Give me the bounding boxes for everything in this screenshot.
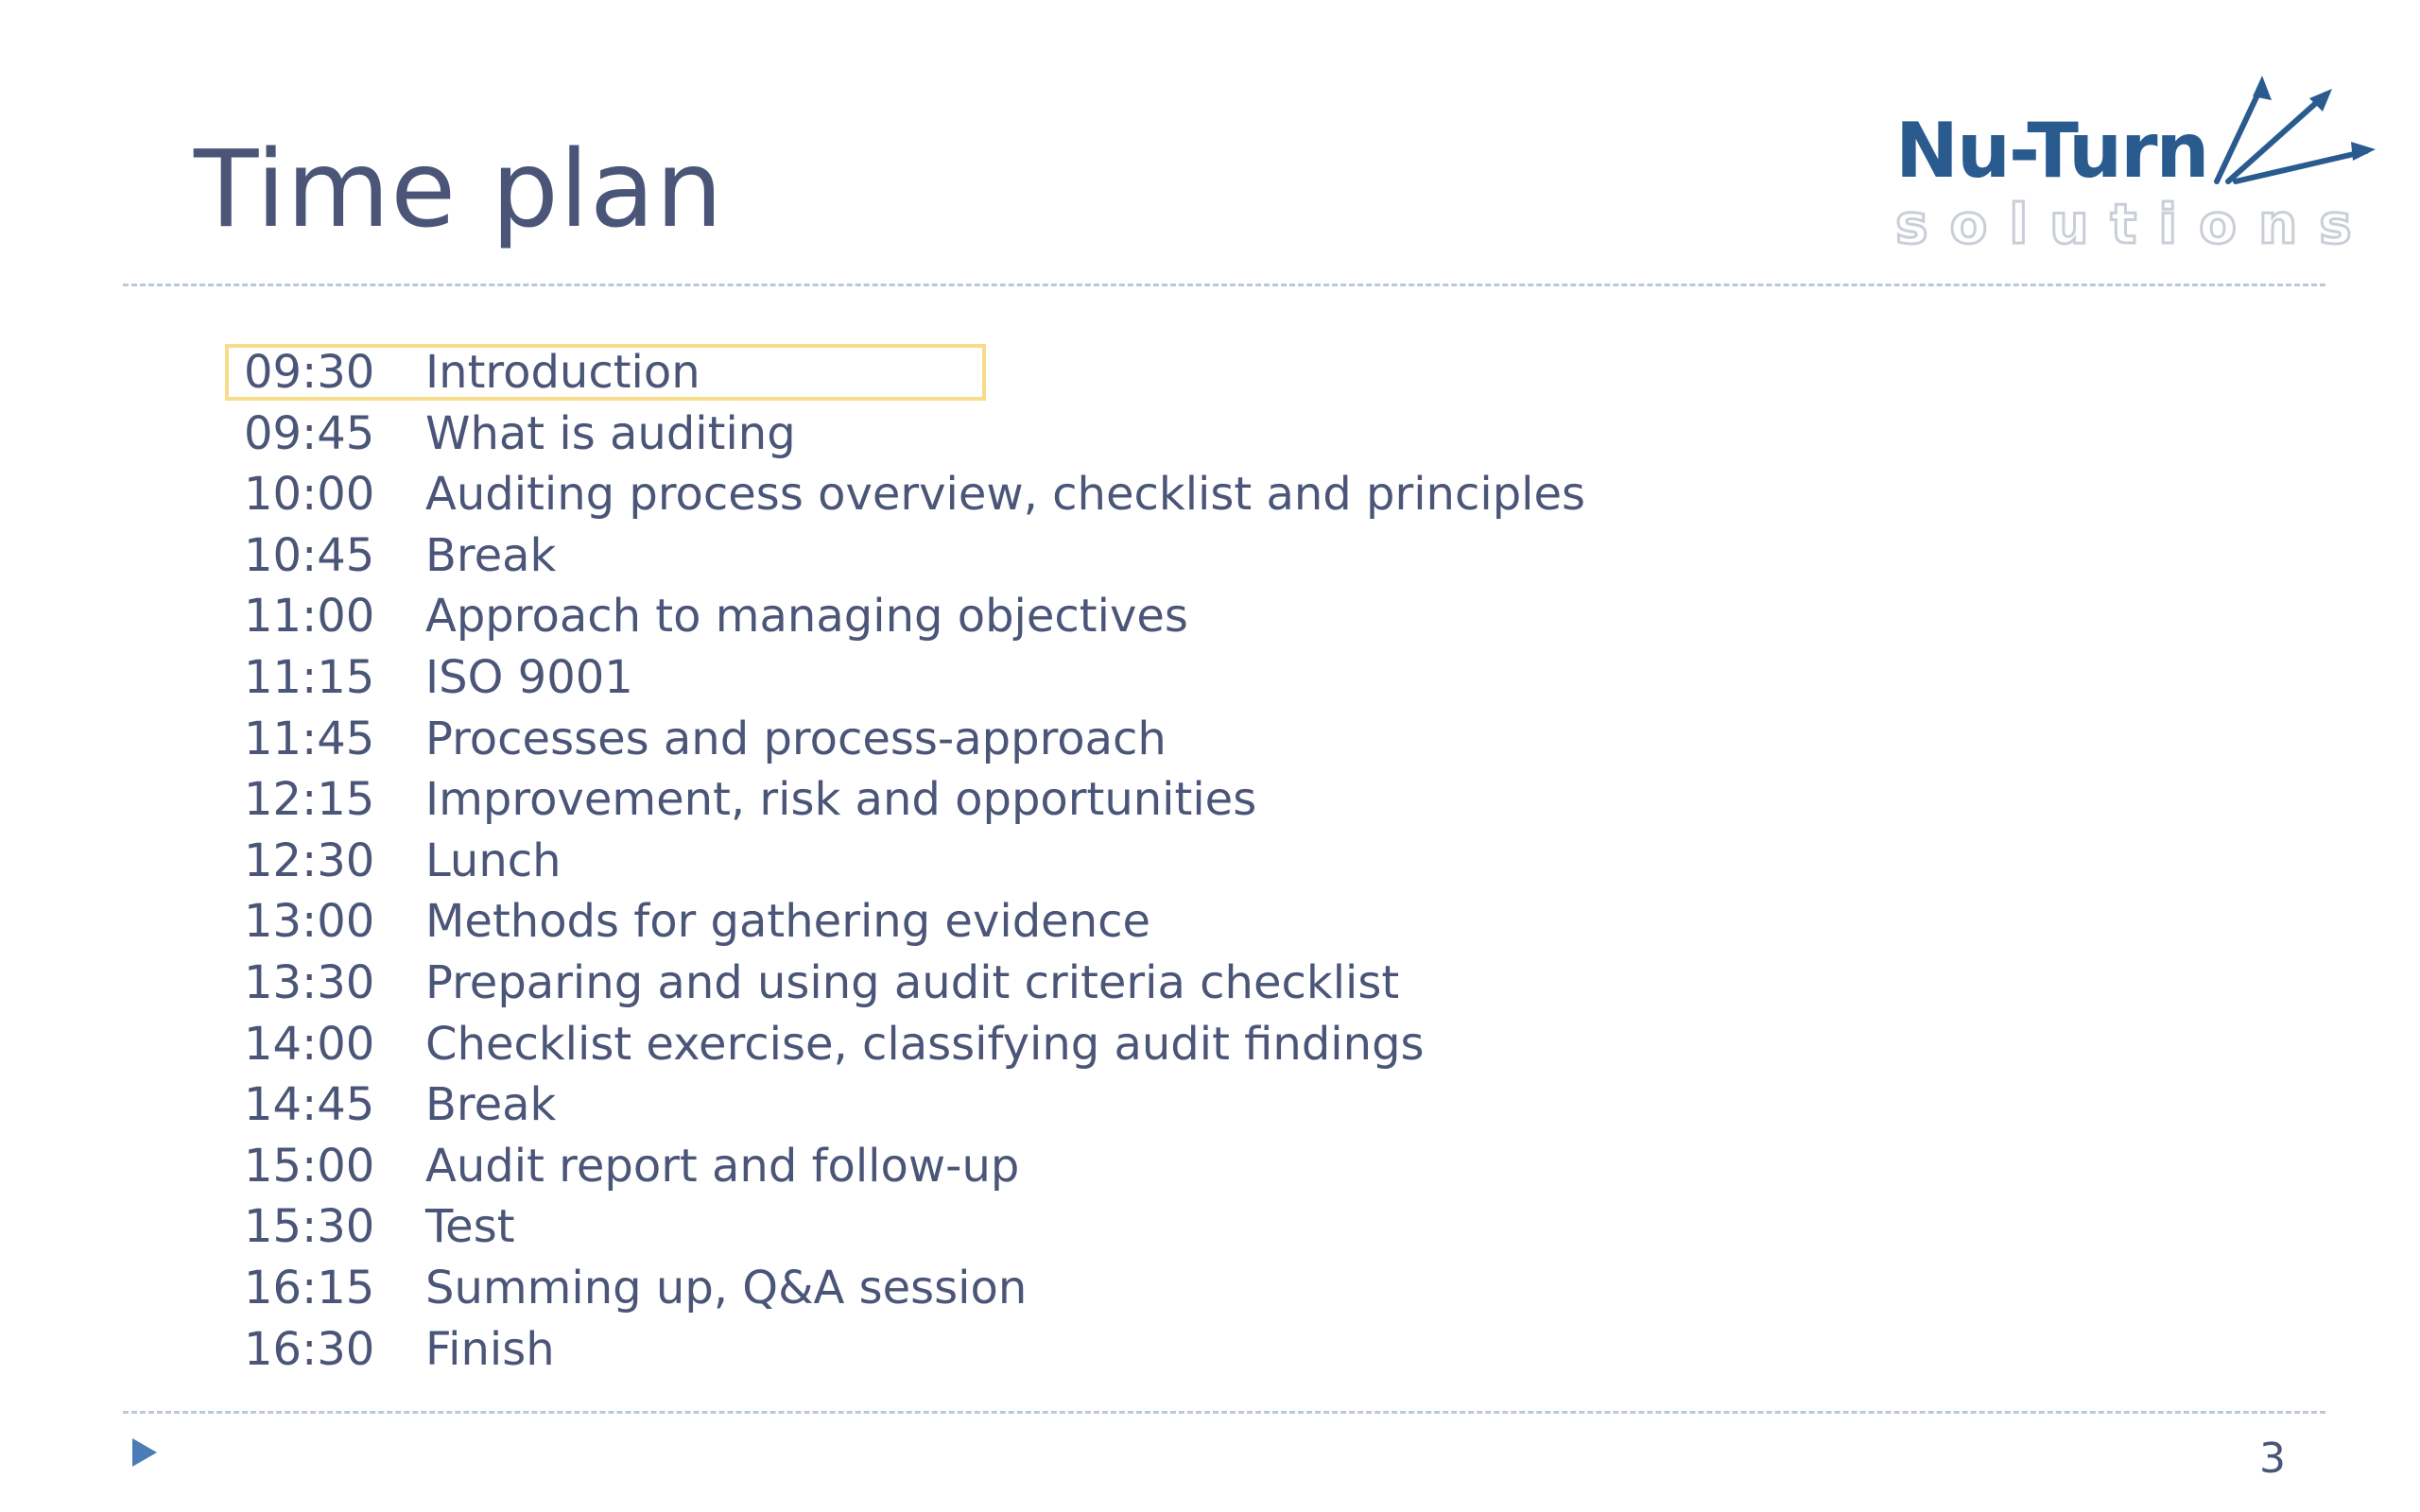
schedule-topic: Break [425, 1078, 557, 1132]
page-number: 3 [2259, 1435, 2286, 1483]
arrows-icon [2207, 76, 2377, 189]
schedule-time: 15:30 [244, 1200, 375, 1254]
schedule-topic: Methods for gathering evidence [425, 895, 1151, 949]
schedule-time: 12:30 [244, 833, 375, 887]
schedule-topic: Test [425, 1200, 515, 1254]
schedule-time: 10:00 [244, 468, 375, 522]
logo-tagline: solutions [1895, 192, 2374, 256]
schedule-time: 15:00 [244, 1139, 375, 1193]
schedule-topic: Auditing process overview, checklist and principles [425, 468, 1586, 522]
schedule-time: 14:45 [244, 1078, 375, 1132]
schedule-topic: Summing up, Q&A session [425, 1261, 1028, 1314]
slide-title: Time plan [194, 129, 724, 251]
play-triangle-icon [130, 1436, 159, 1469]
schedule-topic: Break [425, 528, 557, 582]
schedule-time: 09:30 [244, 346, 375, 399]
schedule-topic: Introduction [425, 346, 700, 399]
schedule-topic: Lunch [425, 833, 562, 887]
logo-wordmark: Nu-Turn [1895, 107, 2208, 195]
schedule-time: 11:00 [244, 590, 375, 644]
schedule-topic: Preparing and using audit criteria checklist [425, 955, 1400, 1009]
top-divider [123, 284, 2325, 286]
schedule-topic: Audit report and follow-up [425, 1139, 1020, 1193]
schedule-topic: ISO 9001 [425, 650, 633, 704]
schedule-time: 13:00 [244, 895, 375, 949]
schedule-topic: Checklist exercise, classifying audit findings [425, 1017, 1425, 1071]
company-logo [1895, 76, 2374, 265]
schedule-time: 09:45 [244, 406, 375, 460]
schedule-time: 11:45 [244, 712, 375, 765]
schedule-topic: Processes and process-approach [425, 712, 1167, 765]
schedule-topic: Finish [425, 1322, 555, 1376]
schedule-time: 16:30 [244, 1322, 375, 1376]
schedule-time: 11:15 [244, 650, 375, 704]
schedule-time: 10:45 [244, 528, 375, 582]
schedule-time: 14:00 [244, 1017, 375, 1071]
schedule-time: 13:30 [244, 955, 375, 1009]
schedule-topic: What is auditing [425, 406, 796, 460]
schedule-topic: Improvement, risk and opportunities [425, 773, 1257, 827]
schedule-time: 16:15 [244, 1261, 375, 1314]
schedule-time: 12:15 [244, 773, 375, 827]
bottom-divider [123, 1411, 2325, 1414]
schedule-topic: Approach to managing objectives [425, 590, 1188, 644]
